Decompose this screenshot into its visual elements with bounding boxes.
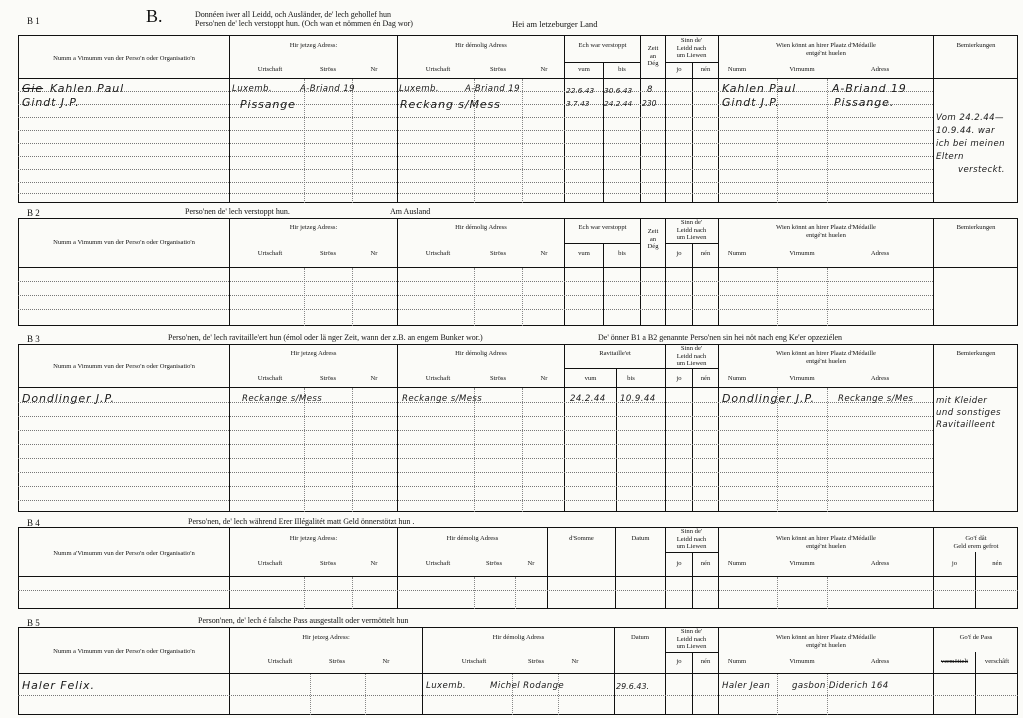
header-nr: Nr [527,560,535,567]
header-zeit: Zeit an Dég [647,45,659,67]
entry-b3-remark-1: mit Kleider [936,396,988,406]
entry-b3-medal-addr: Reckange s/Mes [838,394,914,404]
entry-remark-4: Eltern [936,152,964,162]
entry-b5-prev-street: Michel Rodange [490,681,565,691]
entry-struck-text: Gie [22,82,44,95]
entry-medal-name-2: Gindt J.P. [722,96,780,109]
header-alive: Sinn de' Leidd nach um Liewen [676,219,707,241]
header-name-col: Numm a Vimumm vun der Perso'n oder Organisatio'n [53,363,195,370]
entry-prev-street-1: A-Briand 19 [465,84,521,94]
entry-name-1: Kahlen Paul [50,82,125,95]
header-nr: Nr [540,66,548,73]
header-gof-dat-line2: Geld erem gefrot [953,543,999,550]
header-alive: Sinn de' Leidd nach um Liewen [676,345,707,367]
entry-prev-city-2: Reckang s/Mess [400,98,501,111]
section-b4-title: Perso'nen, de' lech während Erer Illégalitét matt Geld önnerstötzt hun . [188,517,415,526]
header-jo: jo [676,560,682,567]
header-vum: vum [578,66,590,73]
header-medal-line2: entgé'nt huelen [806,642,846,649]
header-current-address: Hir jetzeg Adress: [289,42,338,49]
entry-cur-city-1: Luxemb. [232,84,272,94]
header-nr: Nr [540,250,548,257]
entry-name-2: Gindt J.P. [22,96,80,109]
header-urtschaft: Urtschaft [257,375,283,382]
header-former-address: Hir démolig Adress [455,42,507,49]
header-medal-line2: entgé'nt huelen [806,232,846,239]
header-bemierkungen: Bemierkungen [956,42,996,49]
entry-b5-medal-addr: gasbon Diderich 164 [792,681,889,691]
header-stross: Ströss [527,658,545,665]
header-stross: Ströss [328,658,346,665]
header-vermoettelt: vermöttelt [940,658,969,665]
header-nr: Nr [370,560,378,567]
header-virnumm: Virnumm [789,658,815,665]
section-b5-title: Person'nen, de' lech é falsche Pass ausgestallt oder vermöttelt hun [198,616,409,625]
header-virnumm: Virnumm [789,250,815,257]
section-label-b4: B 4 [27,518,40,528]
header-current-address: Hir jetzeg Adress: [289,535,338,542]
header-name-col: Numm a Vimumm vun der Perso'n oder Organisatio'n [53,648,195,655]
entry-b5-prev-city: Luxemb. [426,681,466,691]
header-nen: nén [992,560,1002,567]
entry-remark-3: ich bei meinen [936,139,1005,149]
header-nen: nén [700,560,711,567]
header-bis: bis [618,66,626,73]
header-stross: Ströss [485,560,503,567]
header-nen: nén [700,66,711,73]
header-nr: Nr [382,658,390,665]
header-urtschaft: Urtschaft [425,66,451,73]
header-urtschaft: Urtschaft [461,658,487,665]
entry-b3-name: Dondlinger J.P. [22,392,115,405]
header-datum: Datum [631,634,649,641]
entry-days-1: 8 [647,85,653,95]
header-former-address: Hir démolig Adress [446,535,499,542]
section-b2-title: Perso'nen de' lech verstoppt hun. [185,207,290,216]
header-urtschaft: Urtschaft [425,560,451,567]
header-stross: Ströss [319,375,337,382]
header-verschaft: verschâft [984,658,1010,665]
header-bis: bis [627,375,635,382]
header-stross: Ströss [489,375,507,382]
header-numm: Numm [727,375,747,382]
entry-days-2: 230 [642,99,657,108]
header-former-address: Hir démolig Adress [455,224,507,231]
entry-medal-name-1: Kahlen Paul [722,82,797,95]
header-numm: Numm [727,66,747,73]
entry-b3-from: 24.2.44 [570,394,606,404]
header-jo: jo [676,250,682,257]
header-nen: nén [700,658,711,665]
entry-b3-former: Reckange s/Mess [402,394,483,404]
entry-b5-medal-name: Haler Jean [722,681,771,691]
header-bemierkungen: Bemierkungen [956,350,996,357]
entry-b3-remark-2: und sonstiges [936,408,1001,418]
header-adress: Adress [870,66,890,73]
header-jo: jo [951,560,958,567]
header-current-address: Hir jetzeg Adress [290,350,337,357]
header-former-address: Hir démolig Adress [455,350,507,357]
section-label-b5: B 5 [27,618,40,628]
section-b3-title-right: De' önner B1 a B2 genannte Perso'nen sin hei nöt nach eng Ke'er opzeziélen [598,333,843,342]
header-stross: Ströss [319,66,337,73]
header-gof-pass: Go'f de Pass [959,634,993,641]
header-zeit: Zeit an Dég [647,228,659,250]
header-stross: Ströss [489,250,507,257]
header-urtschaft: Urtschaft [257,250,283,257]
header-adress: Adress [870,250,890,257]
header-nr: Nr [370,66,378,73]
header-numm: Numm [727,560,747,567]
entry-to-1: 30.6.43 [604,86,633,95]
entry-remark-5: versteckt. [958,165,1005,175]
header-name-col: Numm a Vimumm vun der Perso'n oder Organisatio'n [53,55,195,62]
header-jo: jo [676,375,682,382]
header-nr: Nr [571,658,579,665]
section-label-b1: B 1 [27,16,40,26]
header-gof-dat-line1: Go'f dât [965,535,987,542]
header-jo: jo [676,658,682,665]
header-hidden: Ech war verstoppt [578,42,627,49]
header-adress: Adress [870,658,890,665]
header-alive: Sinn de' Leidd nach um Liewen [676,37,707,59]
header-virnumm: Virnumm [789,66,815,73]
header-former-address: Hir démolig Adress [492,634,545,641]
header-hidden: Ech war verstoppt [578,224,627,231]
header-urtschaft: Urtschaft [257,66,283,73]
header-nen: nén [700,250,711,257]
header-vum: vum [578,250,590,257]
entry-medal-addr-2: Pissange. [834,96,895,109]
header-urtschaft: Urtschaft [267,658,293,665]
header-medal-line1: Wien könnt an hirer Plaatz d'Médaille [776,350,876,357]
header-vum: vum [584,375,597,382]
header-medal-line2: entgé'nt huelen [806,543,846,550]
header-current-address: Hir jetzeg Adress: [289,224,338,231]
header-virnumm: Virnumm [789,375,815,382]
entry-cur-street-1: A-Briand 19 [300,84,356,94]
entry-from-2: 3.7.43 [566,99,590,108]
header-medal-line1: Wien könnt an hirer Plaatz d'Médaille [776,42,876,49]
section-b1-title-line1: Donnéen iwer all Leidd, och Ausländer, de' lech gehollef hun [195,10,391,19]
header-urtschaft: Urtschaft [425,375,451,382]
header-nr: Nr [370,250,378,257]
header-adress: Adress [870,375,890,382]
entry-from-1: 22.6.43 [566,86,595,95]
header-adress: Adress [870,560,890,567]
header-medal-line2: entgé'nt huelen [806,358,846,365]
header-alive: Sinn de' Leidd nach um Liewen [676,628,707,650]
header-bis: bis [618,250,626,257]
entry-b3-remark-3: Ravitailleent [936,420,996,430]
entry-b3-medal-name: Dondlinger J.P. [722,392,815,405]
header-bemierkungen: Bemierkungen [956,224,996,231]
entry-remark-1: Vom 24.2.44— [936,113,1004,123]
header-nr: Nr [370,375,378,382]
header-numm: Numm [727,658,747,665]
header-medal-line1: Wien könnt an hirer Plaatz d'Médaille [776,224,876,231]
header-alive: Sinn de' Leidd nach um Liewen [676,528,707,550]
header-ravitailleet: Ravitaille'et [599,350,631,357]
header-stross: Ströss [319,560,337,567]
entry-b5-name: Haler Felix. [22,679,95,692]
entry-b3-to: 10.9.44 [620,394,656,404]
entry-medal-addr-1: A-Briand 19 [832,82,907,95]
header-stross: Ströss [489,66,507,73]
section-b1-title-line3: Hei am letzeburger Land [512,19,598,29]
header-name-col: Numm a'Vimumm vun der Perso'n oder Organisatio'n [53,550,195,557]
entry-remark-2: 10.9.44. war [936,126,995,136]
header-current-address: Hir jetzeg Adress: [302,634,350,641]
entry-b3-current: Reckange s/Mess [242,394,323,404]
header-datum: Datum [631,535,650,542]
section-b1-title-line2: Perso'nen de' lech verstoppt hun. (Och wan et nömmen én Dag wor) [195,19,413,28]
header-nr: Nr [540,375,548,382]
header-urtschaft: Urtschaft [257,560,283,567]
header-dsomme: d'Somme [569,535,594,542]
header-numm: Numm [727,250,747,257]
header-jo: jo [676,66,682,73]
header-urtschaft: Urtschaft [425,250,451,257]
entry-cur-city-2: Pissange [240,98,296,111]
header-medal-line1: Wien könnt an hirer Plaatz d'Médaille [776,634,876,641]
entry-b5-date: 29.6.43. [616,682,650,691]
header-stross: Ströss [319,250,337,257]
header-name-col: Numm a Vimumm vun der Perso'n oder Organisatio'n [53,239,195,246]
header-medal-line2: entgé'nt huelen [806,50,846,57]
section-label-b2: B 2 [27,208,40,218]
section-b2-title-right: Am Ausland [390,207,431,216]
header-virnumm: Virnumm [789,560,815,567]
section-label-b3: B 3 [27,334,40,344]
section-b3-title: Perso'nen, de' lech ravitaille'ert hun (émol oder lä nger Zeit, wann der z.B. an engem Bunker wor.) [168,333,483,342]
form-letter: B. [146,6,163,26]
header-nen: nén [700,375,711,382]
entry-to-2: 24.2.44 [604,99,633,108]
header-medal-line1: Wien könnt an hirer Plaatz d'Médaille [776,535,876,542]
entry-prev-city-1: Luxemb. [399,84,439,94]
